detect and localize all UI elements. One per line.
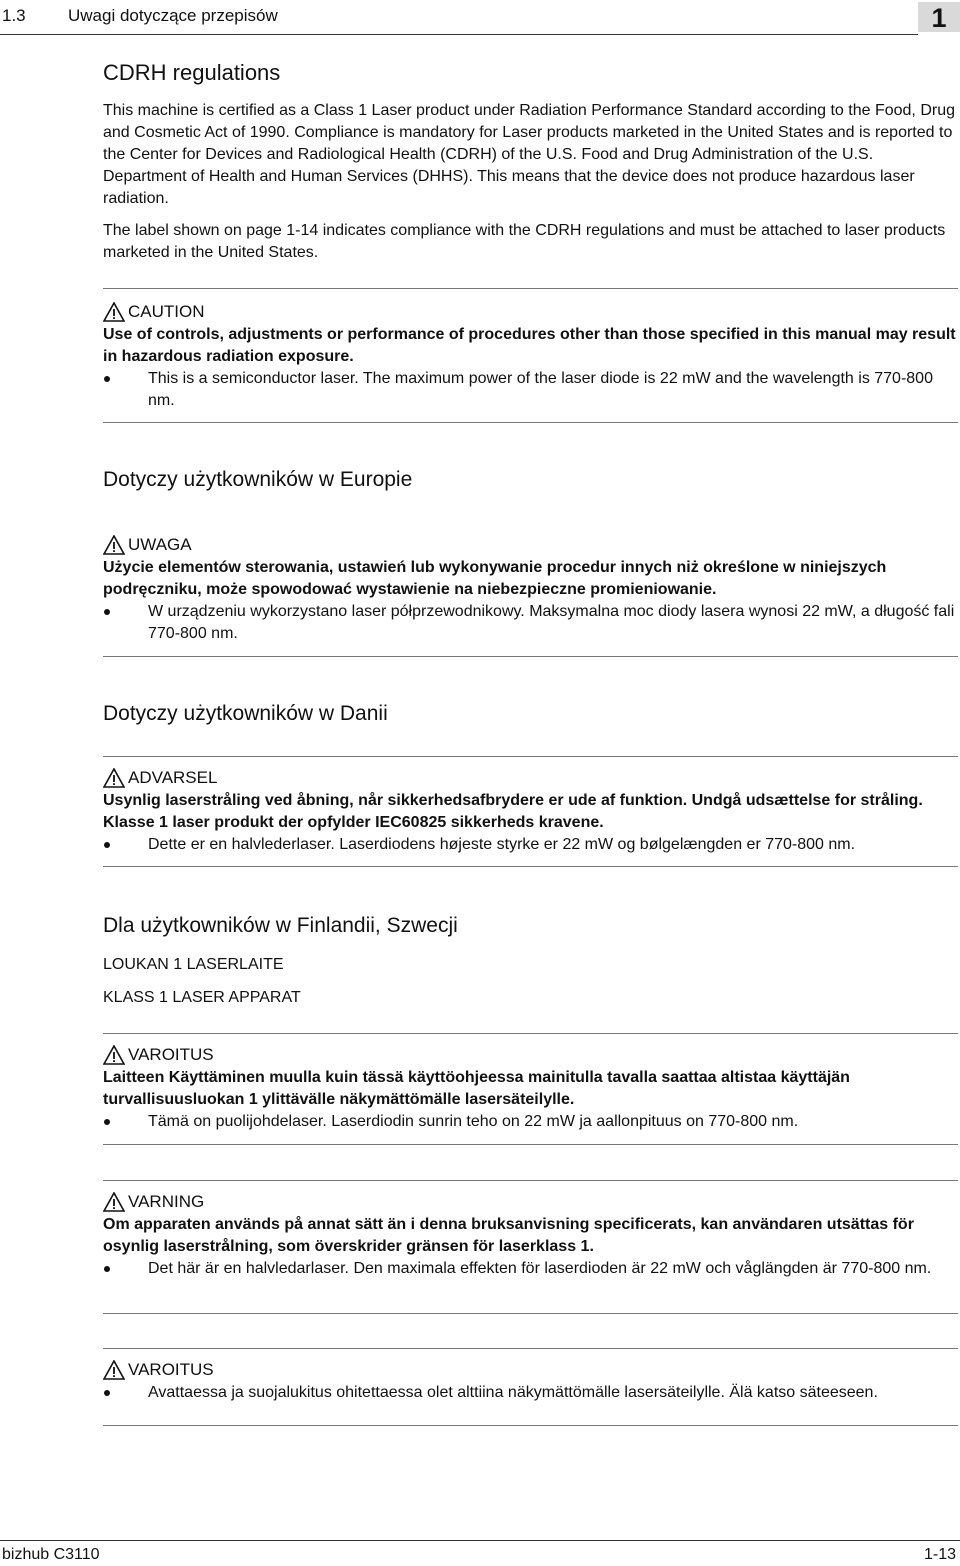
denmark-heading: Dotyczy użytkowników w Danii <box>103 702 388 725</box>
bullet-icon <box>104 1390 110 1396</box>
bullet-icon <box>104 609 110 615</box>
varoitus-2-box <box>103 1359 958 1404</box>
caution-title: CAUTION <box>103 301 958 323</box>
list-item: Tämä on puolijohdelaser. Laserdiodin sunrin teho on 22 mW ja aallonpituus on 770-800 nm. <box>103 1111 958 1133</box>
list-item: This is a semiconductor laser. The maximum power of the laser diode is 22 mW and the wavelength is 770-800 nm. <box>103 368 958 412</box>
cdrh-paragraph-2: The label shown on page 1-14 indicates compliance with the CDRH regulations and must be attached to laser products marketed in the United States. <box>103 222 946 261</box>
europe-section <box>103 468 958 492</box>
divider <box>103 1425 958 1426</box>
list-item: Dette er en halvlederlaser. Laserdiodens højeste styrke er 22 mW og bølgelængden er 770-800 nm. <box>103 834 958 856</box>
bullet-icon <box>104 376 110 382</box>
varoitus-body: Laitteen Käyttäminen muulla kuin tässä käyttöohjeessa mainitulla tavalla saattaa altistaa käyttäjän turvallisuusluokan 1 ylittävälle näkymättömälle lasersäteilylle. <box>103 1069 850 1108</box>
varning-box <box>103 1191 958 1280</box>
varoitus-title: VAROITUS <box>103 1044 958 1066</box>
cdrh-heading: CDRH regulations <box>103 60 281 85</box>
bullet-icon <box>104 842 110 848</box>
warning-triangle-icon <box>103 768 125 788</box>
uwaga-body: Użycie elementów sterowania, ustawień lub wykonywanie procedur innych niż określone w niniejszych podręczniku, może spowodować wystawienie na niebezpieczne promieniowanie. <box>103 559 887 598</box>
divider <box>103 1144 958 1145</box>
chapter-tab: 1 <box>918 2 960 32</box>
product-name: bizhub C3110 <box>2 1546 100 1563</box>
divider <box>103 756 958 757</box>
advarsel-title: ADVARSEL <box>103 767 958 789</box>
list-item: W urządzeniu wykorzystano laser półprzewodnikowy. Maksymalna moc diody lasera wynosi 22 mW, a długość fali 770-800 nm. <box>103 601 958 645</box>
page-header <box>0 0 960 36</box>
divider <box>103 1348 958 1349</box>
uwaga-title: UWAGA <box>103 534 958 556</box>
bullet-icon <box>104 1266 110 1272</box>
divider <box>103 656 958 657</box>
list-item: Avattaessa ja suojalukitus ohitettaessa olet alttiina näkymättömälle lasersäteilylle. Älä katso säteeseen. <box>103 1382 958 1404</box>
warning-triangle-icon <box>103 1045 125 1065</box>
header-divider <box>0 34 918 35</box>
list-item: Det här är en halvledarlaser. Den maximala effekten för laserdioden är 22 mW och våglängden är 770-800 nm. <box>103 1258 958 1280</box>
warning-triangle-icon <box>103 1192 125 1212</box>
uwaga-box <box>103 534 958 645</box>
warning-triangle-icon <box>103 535 125 555</box>
page-footer <box>0 1540 960 1566</box>
varoitus-box <box>103 1044 958 1133</box>
divider <box>103 1033 958 1034</box>
section-title: Uwagi dotyczące przepisów <box>68 6 278 25</box>
divider <box>103 1313 958 1314</box>
caution-body: Use of controls, adjustments or performance of procedures other than those specified in this manual may result in hazardous radiation exposure. <box>103 326 956 365</box>
page-number: 1-13 <box>923 1546 956 1563</box>
denmark-section <box>103 702 958 726</box>
cdrh-paragraph-1: This machine is certified as a Class 1 Laser product under Radiation Performance Standard according to the Food, Drug and Cosmetic Act of 1990. Compliance is mandatory for Laser products marketed in the United States and is reported to the Center for Devices and Radiological Health (CDRH) of the U.S. Food and Drug Administration of the U.S. Department of Health and Human Services (DHHS). This means that the device does not produce hazardous laser radiation. <box>103 102 955 207</box>
varning-title: VARNING <box>103 1191 958 1213</box>
divider <box>103 288 958 289</box>
divider <box>103 422 958 423</box>
warning-triangle-icon <box>103 302 125 322</box>
footer-divider <box>0 1540 960 1541</box>
advarsel-body: Usynlig laserstråling ved åbning, når sikkerhedsafbrydere er ude af funktion. Undgå udsættelse for stråling. Klasse 1 laser produkt der opfylder IEC60825 sikkerheds kravene. <box>103 792 923 831</box>
caution-box <box>103 301 958 412</box>
varning-body: Om apparaten används på annat sätt än i denna bruksanvisning specificerats, kan användaren utsättas för osynlig laserstrålning, som överskrider gränsen för laserklass 1. <box>103 1216 914 1255</box>
europe-heading: Dotyczy użytkowników w Europie <box>103 468 413 491</box>
finland-label-line-2: KLASS 1 LASER APPARAT <box>103 989 301 1006</box>
finland-section <box>103 914 958 1009</box>
varoitus-2-title: VAROITUS <box>103 1359 958 1381</box>
advarsel-box <box>103 767 958 856</box>
finland-label-line-1: LOUKAN 1 LASERLAITE <box>103 956 284 973</box>
finland-heading: Dla użytkowników w Finlandii, Szwecji <box>103 914 458 937</box>
divider <box>103 1180 958 1181</box>
cdrh-section <box>103 60 958 264</box>
divider <box>103 866 958 867</box>
bullet-icon <box>104 1119 110 1125</box>
warning-triangle-icon <box>103 1360 125 1380</box>
section-number: 1.3 <box>2 6 26 25</box>
